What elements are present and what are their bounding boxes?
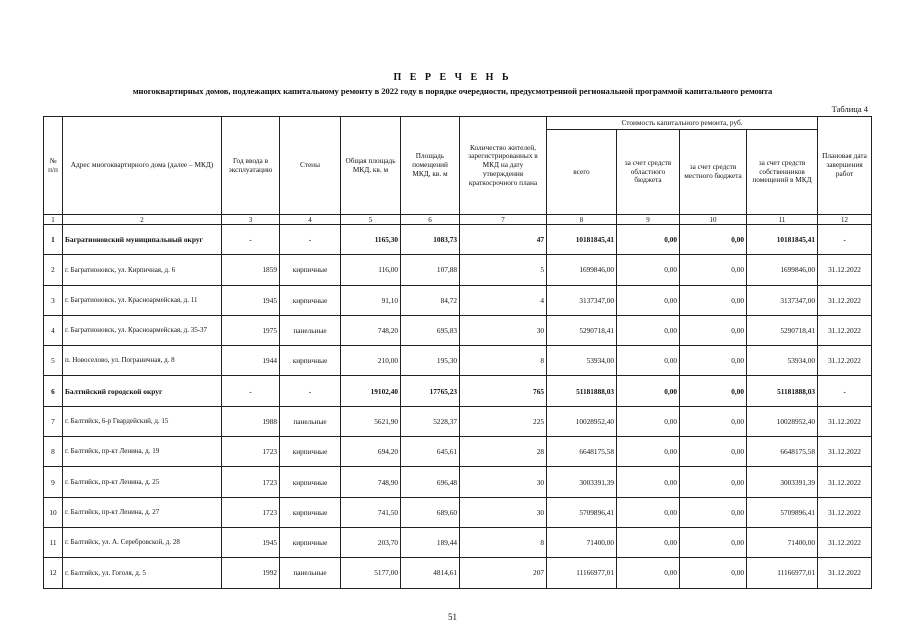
table-header xyxy=(44,117,872,225)
capital-repair-table xyxy=(43,116,872,589)
row-residents: 207 xyxy=(460,558,547,588)
row-year: 1945 xyxy=(222,285,280,315)
table-row xyxy=(44,315,872,345)
row-planned-date: 31.12.2022 xyxy=(818,437,872,467)
row-planned-date: 31.12.2022 xyxy=(818,406,872,436)
column-number: 10 xyxy=(680,215,747,225)
row-premises-area: 645,61 xyxy=(401,437,460,467)
column-number: 8 xyxy=(547,215,617,225)
row-cost-total: 5290718,41 xyxy=(547,315,617,345)
row-year: 1723 xyxy=(222,467,280,497)
table-row xyxy=(44,255,872,285)
table-row-subtotal xyxy=(44,225,872,255)
row-number: 12 xyxy=(44,558,63,588)
row-cost-total: 3003391,39 xyxy=(547,467,617,497)
header-planned-date: Плановая дата завершения работ xyxy=(818,117,872,215)
row-address: Багратионовский муниципальный округ xyxy=(63,225,222,255)
table-row xyxy=(44,346,872,376)
column-number: 5 xyxy=(341,215,401,225)
row-total-area: 5177,00 xyxy=(341,558,401,588)
row-planned-date: 31.12.2022 xyxy=(818,527,872,557)
row-total-area: 748,90 xyxy=(341,467,401,497)
row-year: 1992 xyxy=(222,558,280,588)
column-numbers-row xyxy=(44,215,872,225)
row-number: 8 xyxy=(44,437,63,467)
row-cost-regional: 0,00 xyxy=(617,437,680,467)
row-year: 1859 xyxy=(222,255,280,285)
row-walls: кирпичные xyxy=(280,467,341,497)
row-premises-area: 189,44 xyxy=(401,527,460,557)
row-address: Балтийский городской округ xyxy=(63,376,222,406)
row-cost-local: 0,00 xyxy=(680,255,747,285)
row-residents: 30 xyxy=(460,467,547,497)
row-cost-local: 0,00 xyxy=(680,225,747,255)
row-cost-total: 3137347,00 xyxy=(547,285,617,315)
row-walls: кирпичные xyxy=(280,497,341,527)
row-cost-total: 11166977,01 xyxy=(547,558,617,588)
row-year: 1723 xyxy=(222,497,280,527)
row-cost-owners: 51181888,03 xyxy=(747,376,818,406)
row-cost-regional: 0,00 xyxy=(617,497,680,527)
row-residents: 8 xyxy=(460,346,547,376)
row-premises-area: 1083,73 xyxy=(401,225,460,255)
row-cost-local: 0,00 xyxy=(680,437,747,467)
row-total-area: 116,00 xyxy=(341,255,401,285)
row-year: 1944 xyxy=(222,346,280,376)
row-premises-area: 107,88 xyxy=(401,255,460,285)
row-walls: кирпичные xyxy=(280,527,341,557)
row-address: г. Балтийск, ул. Гоголя, д. 5 xyxy=(63,558,222,588)
row-cost-regional: 0,00 xyxy=(617,225,680,255)
row-residents: 5 xyxy=(460,255,547,285)
header-cost-local: за счет средств местного бюджета xyxy=(680,130,747,215)
row-cost-total: 5709896,41 xyxy=(547,497,617,527)
row-year: 1945 xyxy=(222,527,280,557)
row-cost-total: 6648175,58 xyxy=(547,437,617,467)
row-planned-date: - xyxy=(818,225,872,255)
row-cost-local: 0,00 xyxy=(680,558,747,588)
row-number: 6 xyxy=(44,376,63,406)
row-cost-local: 0,00 xyxy=(680,406,747,436)
row-cost-total: 71400,00 xyxy=(547,527,617,557)
row-cost-total: 10181845,41 xyxy=(547,225,617,255)
row-residents: 28 xyxy=(460,437,547,467)
column-number: 7 xyxy=(460,215,547,225)
row-residents: 30 xyxy=(460,315,547,345)
row-planned-date: 31.12.2022 xyxy=(818,467,872,497)
row-cost-local: 0,00 xyxy=(680,376,747,406)
row-cost-total: 51181888,03 xyxy=(547,376,617,406)
row-residents: 765 xyxy=(460,376,547,406)
row-year: - xyxy=(222,225,280,255)
row-walls: кирпичные xyxy=(280,437,341,467)
row-premises-area: 5228,37 xyxy=(401,406,460,436)
row-cost-regional: 0,00 xyxy=(617,376,680,406)
row-walls: - xyxy=(280,225,341,255)
row-address: г. Балтийск, ул. А. Серебровской, д. 28 xyxy=(63,527,222,557)
row-planned-date: - xyxy=(818,376,872,406)
row-cost-local: 0,00 xyxy=(680,497,747,527)
table-row xyxy=(44,527,872,557)
row-number: 9 xyxy=(44,467,63,497)
row-total-area: 741,50 xyxy=(341,497,401,527)
column-number: 6 xyxy=(401,215,460,225)
row-total-area: 91,10 xyxy=(341,285,401,315)
column-number: 2 xyxy=(63,215,222,225)
row-number: 7 xyxy=(44,406,63,436)
table-row-subtotal xyxy=(44,376,872,406)
row-number: 3 xyxy=(44,285,63,315)
row-residents: 225 xyxy=(460,406,547,436)
header-cost-owners: за счет средств собственников помещений в МКД xyxy=(747,130,818,215)
row-cost-local: 0,00 xyxy=(680,285,747,315)
row-number: 1 xyxy=(44,225,63,255)
row-total-area: 210,00 xyxy=(341,346,401,376)
row-address: г. Багратионовск, ул. Красноармейская, д. 35-37 xyxy=(63,315,222,345)
table-body xyxy=(44,225,872,589)
row-walls: кирпичные xyxy=(280,346,341,376)
row-cost-owners: 10028952,40 xyxy=(747,406,818,436)
row-year: 1988 xyxy=(222,406,280,436)
row-cost-local: 0,00 xyxy=(680,467,747,497)
row-walls: - xyxy=(280,376,341,406)
row-total-area: 1165,30 xyxy=(341,225,401,255)
table-row xyxy=(44,497,872,527)
header-address: Адрес многоквартирного дома (далее – МКД) xyxy=(63,117,222,215)
document-subheading: многоквартирных домов, подлежащих капитальному ремонту в 2022 году в порядке очередности, предусмотренной региональной программой капитального ремонта xyxy=(132,86,773,96)
column-number: 12 xyxy=(818,215,872,225)
row-cost-owners: 53934,00 xyxy=(747,346,818,376)
row-planned-date: 31.12.2022 xyxy=(818,285,872,315)
row-number: 11 xyxy=(44,527,63,557)
column-number: 4 xyxy=(280,215,341,225)
header-premises-area: Площадь помещений МКД, кв. м xyxy=(401,117,460,215)
header-cost-total: всего xyxy=(547,130,617,215)
row-address: г. Багратионовск, ул. Красноармейская, д. 11 xyxy=(63,285,222,315)
header-total-area: Общая площадь МКД, кв. м xyxy=(341,117,401,215)
row-year: 1723 xyxy=(222,437,280,467)
header-walls: Стены xyxy=(280,117,341,215)
row-cost-total: 1699846,00 xyxy=(547,255,617,285)
row-cost-owners: 3137347,00 xyxy=(747,285,818,315)
row-walls: панельные xyxy=(280,558,341,588)
row-walls: панельные xyxy=(280,406,341,436)
row-cost-local: 0,00 xyxy=(680,315,747,345)
row-cost-regional: 0,00 xyxy=(617,315,680,345)
row-planned-date: 31.12.2022 xyxy=(818,497,872,527)
row-walls: панельные xyxy=(280,315,341,345)
row-number: 2 xyxy=(44,255,63,285)
header-cost-regional: за счет средств областного бюджета xyxy=(617,130,680,215)
table-row xyxy=(44,437,872,467)
row-cost-regional: 0,00 xyxy=(617,285,680,315)
row-cost-regional: 0,00 xyxy=(617,255,680,285)
header-residents: Количество жителей, зарегистрированных в МКД на дату утверждения краткосрочного плана xyxy=(460,117,547,215)
table-row xyxy=(44,406,872,436)
row-premises-area: 696,48 xyxy=(401,467,460,497)
row-total-area: 5621,90 xyxy=(341,406,401,436)
row-cost-owners: 1699846,00 xyxy=(747,255,818,285)
row-address: г. Багратионовск, ул. Кирпичная, д. 6 xyxy=(63,255,222,285)
row-cost-regional: 0,00 xyxy=(617,346,680,376)
row-cost-total: 10028952,40 xyxy=(547,406,617,436)
column-number: 9 xyxy=(617,215,680,225)
table-row xyxy=(44,467,872,497)
row-premises-area: 4814,61 xyxy=(401,558,460,588)
header-year: Год ввода в эксплуатацию xyxy=(222,117,280,215)
document-heading: П Е Р Е Ч Е Н Ь xyxy=(393,72,512,83)
row-cost-owners: 10181845,41 xyxy=(747,225,818,255)
row-cost-total: 53934,00 xyxy=(547,346,617,376)
row-cost-regional: 0,00 xyxy=(617,467,680,497)
row-premises-area: 695,83 xyxy=(401,315,460,345)
row-residents: 30 xyxy=(460,497,547,527)
row-premises-area: 195,30 xyxy=(401,346,460,376)
row-walls: кирпичные xyxy=(280,285,341,315)
row-number: 4 xyxy=(44,315,63,345)
row-walls: кирпичные xyxy=(280,255,341,285)
row-cost-owners: 5709896,41 xyxy=(747,497,818,527)
page-number: 51 xyxy=(448,612,457,622)
row-address: г. Балтийск, пр-кт Ленина, д. 25 xyxy=(63,467,222,497)
row-cost-owners: 5290718,41 xyxy=(747,315,818,345)
table-label: Таблица 4 xyxy=(831,104,868,114)
row-total-area: 694,20 xyxy=(341,437,401,467)
row-total-area: 19102,40 xyxy=(341,376,401,406)
header-num: № п/п xyxy=(44,117,63,215)
row-premises-area: 689,60 xyxy=(401,497,460,527)
row-total-area: 748,20 xyxy=(341,315,401,345)
row-residents: 47 xyxy=(460,225,547,255)
row-cost-local: 0,00 xyxy=(680,346,747,376)
row-premises-area: 84,72 xyxy=(401,285,460,315)
row-planned-date: 31.12.2022 xyxy=(818,315,872,345)
row-residents: 4 xyxy=(460,285,547,315)
row-address: п. Новоселово, ул. Пограничная, д. 8 xyxy=(63,346,222,376)
row-cost-regional: 0,00 xyxy=(617,527,680,557)
column-number: 3 xyxy=(222,215,280,225)
row-cost-regional: 0,00 xyxy=(617,406,680,436)
column-number: 11 xyxy=(747,215,818,225)
row-planned-date: 31.12.2022 xyxy=(818,346,872,376)
header-cost-group: Стоимость капитального ремонта, руб. xyxy=(547,117,818,130)
table-row xyxy=(44,285,872,315)
row-number: 10 xyxy=(44,497,63,527)
row-year: - xyxy=(222,376,280,406)
row-cost-owners: 71400,00 xyxy=(747,527,818,557)
row-address: г. Балтийск, пр-кт Ленина, д. 19 xyxy=(63,437,222,467)
row-cost-regional: 0,00 xyxy=(617,558,680,588)
row-address: г. Балтийск, пр-кт Ленина, д. 27 xyxy=(63,497,222,527)
row-cost-local: 0,00 xyxy=(680,527,747,557)
row-address: г. Балтийск, 6-р Гвардейский, д. 15 xyxy=(63,406,222,436)
row-planned-date: 31.12.2022 xyxy=(818,558,872,588)
row-planned-date: 31.12.2022 xyxy=(818,255,872,285)
row-number: 5 xyxy=(44,346,63,376)
column-number: 1 xyxy=(44,215,63,225)
table-row xyxy=(44,558,872,588)
row-total-area: 203,70 xyxy=(341,527,401,557)
row-cost-owners: 3003391,39 xyxy=(747,467,818,497)
row-cost-owners: 6648175,58 xyxy=(747,437,818,467)
row-residents: 8 xyxy=(460,527,547,557)
row-premises-area: 17765,23 xyxy=(401,376,460,406)
row-year: 1975 xyxy=(222,315,280,345)
row-cost-owners: 11166977,01 xyxy=(747,558,818,588)
